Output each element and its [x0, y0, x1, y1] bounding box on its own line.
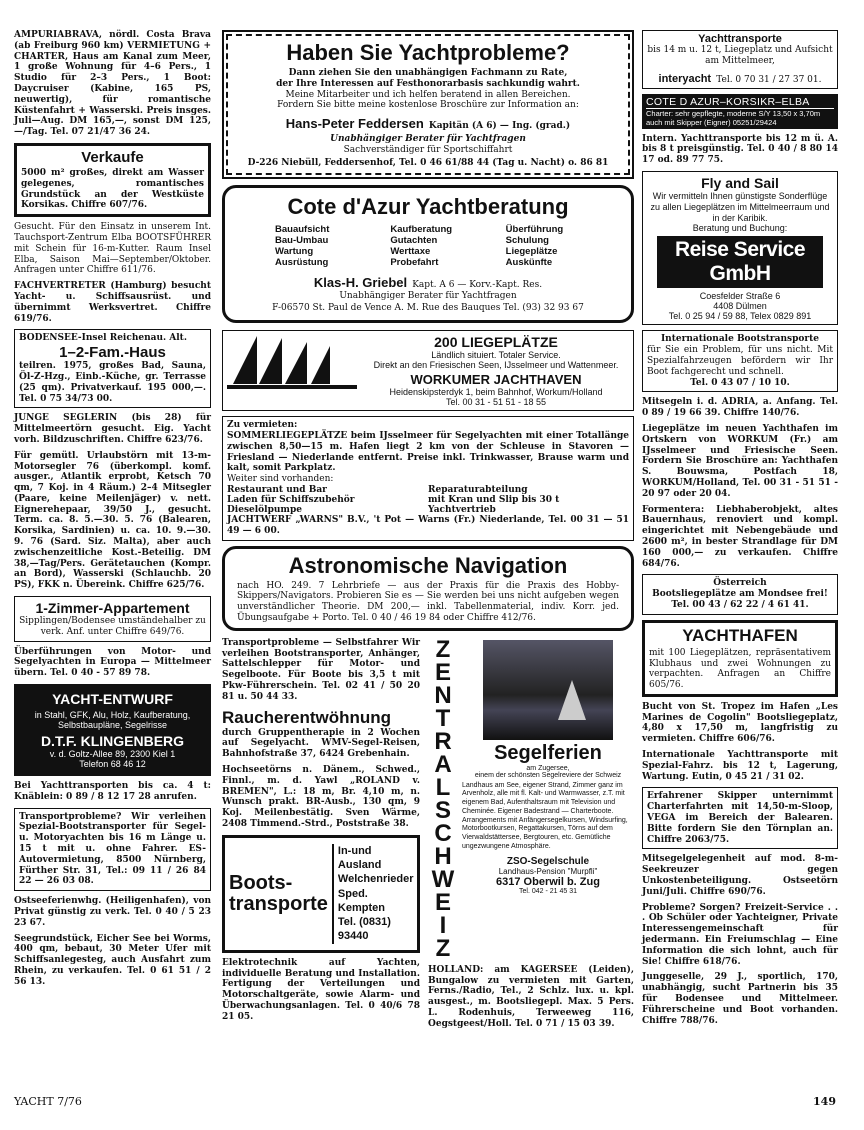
ad-skipper-text: Erfahrener Skipper unternimmt Charterfahrten mit 14,50-m-Sloop, VEGA im Bereich der Balearen. Bitte fordern Sie den Törnplan an. Chiffre 2063/75.: [647, 791, 833, 845]
ad-seegrundstueck: Seegrundstück, Eicher See bei Worms, 400 qm, bebaut, 30 Meter Ufer mit Schiffsanlegesteg, auch Ausfahrt zum Rhein, zu verkaufen. Tel. 0 61 51 / 2 56 13.: [14, 933, 211, 987]
ad-fly-addr2: 4408 Dülmen: [713, 301, 767, 312]
middle-lower-area: [222, 635, 634, 1035]
ad-oest-title: Österreich: [713, 578, 767, 589]
ad-junge-seglerin: JUNGE SEGLERIN (bis 28) für Mittelmeertörn gesucht. Eig. Yacht vorh. Bildzuschriften. Chiffre 623/76.: [14, 413, 211, 445]
service-item: Bauaufsicht: [275, 223, 330, 235]
zentralschweiz-letter: L: [435, 773, 451, 801]
ad-200-liegeplaetze: [222, 330, 634, 411]
ad-lp-line1: Ländlich situiert. Totaler Service.: [431, 350, 561, 361]
ad-yp-line2: der Ihre Interessen auf Festhonorarbasis sachkundig wahrt.: [276, 78, 580, 89]
ad-boots-line2: transporte: [229, 892, 328, 915]
ad-boots-line1: Boots-: [229, 871, 293, 894]
ad-boots-right: [332, 844, 414, 944]
ad-lp-title: 200 LIEGEPLÄTZE: [434, 334, 558, 351]
middle-lower-left: [222, 638, 420, 1035]
ad-cote-azur: [222, 185, 634, 324]
ad-fly-text: Wir vermitteln Ihnen günstigste Sonderflüge zu allen Liegeplätzen im Mittelmeerraum und in der Karibik.: [650, 190, 830, 223]
ad-transportprobleme-text: Transportprobleme? Wir verleihen Spezial-Bootstransporter für Segel- u. Motoryachten bis 16 m Länge u. 15 t mit u. ohne Fahrer. ES-Autovermietung, 8500 Nürnberg, Fürther Str. 31, Tel.: 09 11 / 26 84 22 — 26 03 08.: [19, 811, 206, 887]
ad-fly-addr1: Coesfelder Straße 6: [699, 291, 781, 302]
ad-oesterreich: [642, 574, 838, 614]
ad-zimmer-appartement: [14, 596, 211, 642]
ad-verm-footer: JACHTWERF „WARNS" B.V., 't Pot — Warns (Fr.) Niederlande, Tel. 00 31 — 51 49 — 6 00.: [227, 514, 629, 536]
ad-intern-yachttransporte: Intern. Yachttransporte bis 12 m ü. A. bis 8 t preisgünstig. Tel. 0 40 / 8 80 14 17 od. 89 77 75.: [642, 133, 838, 166]
ad-boots-r2: Welchenrieder: [337, 873, 414, 886]
ad-astronomische-navigation: [222, 546, 634, 631]
lake-photo: [483, 640, 613, 740]
ad-yacht-entwurf: [14, 684, 211, 776]
ad-yh-text: mit 100 Liegeplätzen, repräsentativem Klubhaus und zwei Wohnungen zu verpachten. Anfragen an Chiffre 605/76.: [649, 647, 831, 691]
ad-entwurf-text: in Stahl, GFK, Alu, Holz, Kaufberatung, Selbstbaupläne, Segelrisse: [34, 710, 191, 731]
ad-entwurf-tel: Telefon 68 46 12: [79, 759, 146, 770]
ad-gesucht: Gesucht. Für den Einsatz in unserem Int. Tauchsport-Zentrum Elba BOOTSFÜHRER mit Schein für 16-m-Kutter. Raum Insel Elba, Saison Mai—September/Oktober. Anfragen unter Chiffre 611/76.: [14, 222, 211, 276]
ad-yt-name: interyacht: [658, 72, 712, 85]
ad-verkaufe-text: 5000 m² großes, direkt am Wasser gelegenes, romantisches Grundstück an der Westküste Korsikas. Chiffre 607/76.: [21, 167, 204, 211]
ad-holland: HOLLAND: am KAGERSEE (Leiden), Bungalow zu vermieten mit Garten, Ferns./Radio, Tel., 2 Schlz. lux. u. kpl. ausgest., m. Bootsliegepl. Max. 5 Pers. L. Rodenhuis, Terweeweg 116, Oegstgeest/Holl. Tel. 0 71 / 15 03 39.: [428, 964, 634, 1029]
ad-hochseetoerns: Hochseetörns n. Dänem., Schwed., Finnl., m. d. Yawl „ROLAND v. BREMEN", L.: 18 m, Br. 4,10 m, n. Wunsch prakt. BR-Ausb., 130 qm, 9 Koj. Meilenbestätig. Sven Wärme, 2408 Timmend.-Strd., Poststraße 38.: [222, 764, 420, 829]
ad-st-tropez: Bucht von St. Tropez im Hafen „Les Marines de Cogolin" Bootsliegeplatz, 4,80 x 17,50 m, langfristig zu vermieten. Chiffre 606/76.: [642, 701, 838, 745]
ad-zu-vermieten: [222, 416, 634, 540]
ad-ampuriabrava: AMPURIABRAVA, nördl. Costa Brava (ab Freiburg 960 km) VERMIETUNG + CHARTER, Haus am Kanal zum Meer, 1 große Wohnung für 4–6 Pers., 1 Studio für 2–3 Pers., 1 Boot: Daycruiser (Kabine, 165 PS, neuwertig), für romantische Küstenfahrt + Wasserski. Preis insges. Juli—Aug. DM 165,—, sonst DM 125,—/Tag. Tel. 07 21/47 36 24.: [14, 30, 211, 138]
zentralschweiz-letter: C: [434, 819, 452, 847]
service-item: Werttaxe: [390, 245, 431, 257]
ad-verm-facilities: [227, 485, 629, 515]
zentralschweiz-letter: N: [434, 681, 452, 709]
ad-raucher-text: durch Gruppentherapie in 2 Wochen auf Segelyacht. WMV-Segel-Reisen, Bahnhofstraße 37, 6424 Grebenhain.: [222, 727, 420, 760]
column-left: [14, 30, 211, 993]
ad-yt-title: Yachttransporte: [698, 33, 782, 45]
facility-item: Reparaturabteilung: [428, 484, 528, 495]
ad-seg-tel: Tel. 042 - 21 45 31: [519, 887, 577, 895]
zentralschweiz-letter: W: [431, 865, 455, 893]
middle-lower-right: [428, 635, 634, 1035]
column-right: [642, 30, 838, 1031]
ad-yt-tel: Tel. 0 70 31 / 27 37 01.: [716, 74, 822, 85]
ad-transportprobleme-selbstfahrer: Transportprobleme — Selbstfahrer Wir verleihen Bootstransporter, Anhänger, Sattelschlepper für Motor- und Segelboote. Für Boote bis 3,5 t mit Pkw-Führerschein. Tel. 02 41 / 50 20 81 u. 50 44 33.: [222, 637, 420, 702]
ad-korsika-title: COTE D AZUR–KORSIKR–ELBA: [646, 96, 834, 109]
ad-seg-sub2: einem der schönsten Segelreviere der Schweiz: [474, 771, 622, 779]
ad-zentralschweiz: [428, 635, 634, 962]
service-item: Überführung: [505, 223, 564, 235]
ad-cote-line1: Unabhängiger Berater für Yachtfragen: [339, 290, 517, 301]
ad-lp-name: WORKUMER JACHTHAVEN: [410, 372, 582, 388]
ad-boots-tel: Tel. (0831) 93440: [337, 916, 391, 943]
column-middle: [222, 30, 634, 1035]
ad-verkaufe-title: Verkaufe: [81, 148, 144, 166]
ad-ib-title: Internationale Bootstransporte: [660, 334, 820, 345]
ad-verkaufe: [14, 143, 211, 217]
zentralschweiz-letter: R: [434, 727, 452, 755]
ad-probleme-sorgen: Probleme? Sorgen? Freizeit-Service . . . Ob Schüler oder Yachteigner, Private Interessengemeinschaft für jedermann. Ein Freiumschlag — Eine Information die sich lohnt, auch für Sie! Chiffre 618/76.: [642, 902, 838, 967]
ad-zimmer-title: 1-Zimmer-Appartement: [35, 600, 190, 617]
ad-entwurf-addr: v. d. Goltz-Allee 89, 2300 Kiel 1: [49, 749, 176, 760]
ad-yp-address: D-226 Niebüll, Feddersenhof, Tel. 0 46 61/88 44 (Tag u. Nacht) o. 86 81: [247, 157, 609, 168]
ad-lp-tel: Tel. 00 31 - 51 51 - 18 55: [445, 397, 547, 408]
zentralschweiz-letter: Z: [435, 635, 451, 663]
ad-yachttransporte-interyacht: [642, 30, 838, 89]
service-item: Probefahrt: [390, 256, 439, 268]
facility-item: mit Kran und Slip bis 30 t: [428, 494, 560, 505]
zentralschweiz-letter: Z: [435, 934, 451, 962]
ad-boots-r1: In-und Ausland: [337, 844, 382, 871]
ad-yp-rank: Kapitän (A 6) — Ing. (grad.): [428, 121, 571, 132]
zentralschweiz-letter: E: [434, 888, 451, 916]
service-item: Kaufberatung: [390, 223, 453, 235]
ad-entwurf-title: YACHT-ENTWURF: [52, 691, 173, 708]
ad-verm-head: Zu vermieten:: [227, 420, 298, 431]
ad-entwurf-name: D.T.F. KLINGENBERG: [40, 733, 185, 750]
ad-yp-title: Haben Sie Yachtprobleme?: [286, 40, 570, 65]
ad-seg-text: Landhaus am See, eigener Strand, Zimmer ganz im Arvenholz, alle mit fl. Kalt- und Warmwasser, z.T. mit eigenem Bad, Aufenthaltsraum mit Television und Cheminée. Eigener Badestrand — Charterboote. Arrangements mit Anfängersegelkursen, Windsurfing, Motorbootkursen, Regattakursen, Törns auf dem Vierwaldstättersee, Bergtouren, etc. Gemütliche ungezwungene Atmosphäre.: [462, 781, 628, 850]
ad-verm-text: SOMMERLIEGEPLÄTZE beim IJsselmeer für Segelyachten mit einer Totallänge zwischen 8,50—15 m. Hafen liegt 2 km von der Schleuse in Stavoren — Friesland — Niederlande entfernt. Preise inkl. Trinkwasser, Brause warm und kalt, somit Parkplatz.: [227, 430, 629, 474]
ad-fly-title: Fly and Sail: [701, 174, 779, 191]
service-item: Liegeplätze: [505, 245, 558, 257]
service-item: Ausrüstung: [275, 256, 329, 268]
ad-cote-rank: Kapt. A 6 — Korv.-Kapt. Res.: [412, 279, 543, 290]
ad-bodensee-title: 1–2-Fam.-Haus: [59, 344, 166, 362]
page-number: 149: [813, 1095, 836, 1108]
ad-yt-text: bis 14 m u. 12 t, Liegeplatz und Aufsicht am Mittelmeer,: [647, 45, 833, 66]
ad-zentralschweiz-vertical: [428, 635, 458, 962]
ad-yp-line5: Unabhängiger Berater für Yachtfragen: [330, 134, 526, 145]
ad-yh-title: YACHTHAFEN: [682, 625, 798, 645]
service-item: Gutachten: [390, 234, 438, 246]
ad-mitsegelgelegenheit: Mitsegelgelegenheit auf mod. 8-m-Seekreuzer gegen Unkostenbeteiligung. Ostseetörn Juni/Juli. Chiffre 690/76.: [642, 854, 838, 897]
ad-yp-line1: Dann ziehen Sie den unabhängigen Fachmann zu Rate,: [288, 68, 568, 78]
facility-item: Laden für Schiffszubehör: [227, 494, 355, 505]
ad-oest-text: Bootsliegeplätze am Mondsee frei! Tel. 00 43 / 62 22 / 4 61 41.: [652, 589, 828, 610]
ad-segelferien: [462, 638, 634, 960]
ad-ib-tel: Tel. 0 43 07 / 10 10.: [690, 377, 790, 388]
ad-lp-address: Heidenskipsterdyk 1, beim Bahnhof, Workum/Holland: [389, 387, 603, 398]
zentralschweiz-letter: H: [434, 842, 452, 870]
ad-nav-text: nach HO. 249. 7 Lehrbriefe — aus der Praxis für die Praxis des Hobby-Skippers/Navigators. Probieren Sie es — Sie werden bei uns nicht aufgeben wegen unverständlicher Theorie. DM 200,— inkl. Tabellenmaterial, indiv. Korr. jed. Übungsaufgabe + Porto. Tel. 0 40 / 46 19 84 oder Chiffre 412/76.: [237, 580, 619, 623]
ad-workum-liegeplaetze: Liegeplätze im neuen Yachthafen im Ortskern von WORKUM (Fr.) am IJsselmeer und Friesische Seen. Fordern Sie Broschüre an: Yachthafen S. Bouwsma, Postfach 18, WORKUM/Holland, Tel. 00 31 - 51 51 - 20 97 oder 20 04.: [642, 423, 838, 499]
ad-ostseeferien: Ostseeferienwhg. (Heiligenhafen), von Privat günstig zu verk. Tel. 0 40 / 5 23 23 67.: [14, 896, 211, 928]
ad-yp-name: Hans-Peter Feddersen: [285, 116, 424, 132]
ad-adria: Mitsegeln i. d. ADRIA, a. Anfang. Tel. 0 89 / 19 66 39. Chiffre 140/76.: [642, 397, 838, 419]
ad-ueberfuehrungen: Überführungen von Motor- und Segelyachten in Europa — Mittelmeer übern. Tel. 0 40 - 57 89 78.: [14, 646, 211, 679]
ad-seg-title: Segelferien: [494, 741, 602, 764]
ad-seg-pension: Landhaus-Pension "Murpfli": [498, 866, 598, 876]
ad-seg-school: ZSO-Segelschule: [506, 855, 590, 867]
ad-bootstransporte: [222, 835, 420, 953]
service-item: Wartung: [275, 245, 314, 257]
ad-transportprobleme: [14, 808, 211, 892]
ad-yachtprobleme: [222, 30, 634, 179]
ad-cote-address: F-06570 St. Paul de Vence A. M. Rue des Bauques Tel. (93) 32 93 67: [272, 303, 584, 314]
zentralschweiz-letter: S: [434, 796, 451, 824]
ad-ib-text: für Sie ein Problem, für uns nicht. Mit Spezialfahrzeugen befördern wir Ihr Boot fachgerecht und schnell.: [647, 345, 833, 377]
ad-bodensee: [14, 329, 211, 408]
ad-int-yachttransporte: Internationale Yachttransporte mit Spezial-Fahrz. bis 12 t, Lagerung, Wartung. Eutin, 0 45 21 / 31 02.: [642, 750, 838, 782]
ad-korsika-text: Charter: sehr gepflegte, moderne S/Y 13,50 x 3,70m auch mit Skipper (Eigner) 05251/29424: [646, 108, 821, 127]
facility-item: Yachtvertrieb: [428, 504, 496, 515]
facility-item: Restaurant und Bar: [227, 484, 327, 495]
ad-formentera: Formentera: Liebhaberobjekt, altes Bauernhaus, renoviert und kompl. eingerichtet mit Nebengebäude und 2600 m², in bester Strandlage für DM 160 000,— zu verkaufen. Chiffre 684/76.: [642, 504, 838, 569]
zentralschweiz-letter: T: [435, 704, 451, 732]
zentralschweiz-letter: A: [434, 750, 452, 778]
ad-yachttransporten: Bei Yachttransporten bis ca. 4 t: Knäblein: 0 89 / 8 12 17 28 anrufen.: [14, 781, 211, 802]
ad-lp-line2: Direkt an den Friesischen Seen, IJsselmeer und Wattenmeer.: [373, 360, 619, 371]
service-item: Bau-Umbau: [275, 234, 329, 246]
zentralschweiz-letter: E: [434, 658, 451, 686]
service-item: Auskünfte: [505, 256, 553, 268]
facility-item: Dieselölpumpe: [227, 504, 302, 515]
ad-seg-city: 6317 Oberwil b. Zug: [496, 875, 600, 888]
ad-fachvertreter: FACHVERTRETER (Hamburg) besucht Yacht- u. Schiffsausrüst. und übernimmt Werksvertret. Chiffre 619/76.: [14, 281, 211, 324]
ad-cote-services: [275, 224, 621, 268]
ad-zimmer-text: Sipplingen/Bodensee umständehalber zu verk. Anf. unter Chiffre 649/76.: [19, 616, 206, 637]
ad-yp-line6: Sachverständiger für Sportschiffahrt: [343, 144, 513, 155]
ad-nav-title: Astronomische Navigation: [288, 552, 568, 578]
ad-yp-line4: Fordern Sie bitte meine kostenlose Broschüre zur Information an:: [277, 100, 579, 111]
zentralschweiz-letter: I: [439, 911, 447, 939]
ad-fly-tel: Tel. 0 25 94 / 59 88, Telex 0829 891: [668, 311, 812, 322]
ad-yp-line3: Meine Mitarbeiter und ich helfen beratend in allen Bereichen.: [285, 89, 571, 100]
ad-urlaubstoern: Für gemütl. Urlaubstörn mit 13-m-Motorsegler 76 (überkompl. komf. ausger., Atlantik erprobt, Ketsch 70 qm, 7 Koj. in 4 Räum.) 2–4 Mitsegler (Paare, keine Meilenjäger) v. nett. Eignerehepaar, 39/50 J., gesucht. Term. ca. 8. 5.—30. 5. 76 (Balearen, Korsika, Sardinien) u. ca. 10. 9.—30. 9. 76 (Sard. Siz. Malta), aber auch zwischenzeitliche Kost.-Beteilig. DM 38,—Tag/Pers. Gerätetauchen (Kompr. an Bord), Wasserski (Schlauchb. 20 PS), FKK n. Übereink. Chiffre 625/76.: [14, 450, 211, 591]
ad-erfahrener-skipper: [642, 787, 838, 849]
ad-bodensee-text: teilren. 1975, großes Bad, Sauna, Öl-Z-Hzg., Einb.-Küche, gr. Terrasse (25 qm). Privatverkauf. 195 000,—. Tel. 0 75 34/73 00.: [19, 361, 206, 404]
ad-boots-left: [229, 873, 328, 915]
ad-seg-sub1: am Zugersee,: [526, 764, 570, 772]
ad-raucher-title: Raucherentwöhnung: [222, 707, 392, 727]
ad-junggeselle: Junggeselle, 29 J., sportlich, 170, unabhängig, sucht Partnerin bis 35 für Bodensee und Mittelmeer. Führerscheine und Boot vorhanden. Chiffre 788/76.: [642, 972, 838, 1026]
ad-boots-r3: Sped. Kempten: [337, 887, 385, 914]
ad-korsika-charter: [642, 94, 838, 129]
ad-elektrotechnik: Elektrotechnik auf Yachten, individuelle Beratung und Installation. Fertigung der Verteilungen und Motorschaltgeräte, sowie Alarm- und Überwachungsanlagen. Tel. 0 40/6 78 21 05.: [222, 957, 420, 1022]
ad-fly-booking: Beratung und Buchung:: [692, 223, 788, 234]
sailboats-icon: [227, 334, 357, 392]
ad-verm-more: Weiter sind vorhanden:: [227, 474, 334, 485]
ad-bodensee-top: BODENSEE-Insel Reichenau. Alt.: [19, 333, 187, 344]
reise-service-logo: Reise Service GmbH: [657, 236, 823, 288]
ad-yachthafen: [642, 620, 838, 697]
ad-fly-and-sail: [642, 171, 838, 325]
service-item: Schulung: [505, 234, 549, 246]
ad-cote-title: Cote d'Azur Yachtberatung: [287, 193, 569, 219]
ad-internationale-bootstransporte: [642, 330, 838, 392]
ad-cote-name: Klas-H. Griebel: [313, 274, 408, 290]
page-footer-issue: YACHT 7/76: [14, 1095, 82, 1108]
